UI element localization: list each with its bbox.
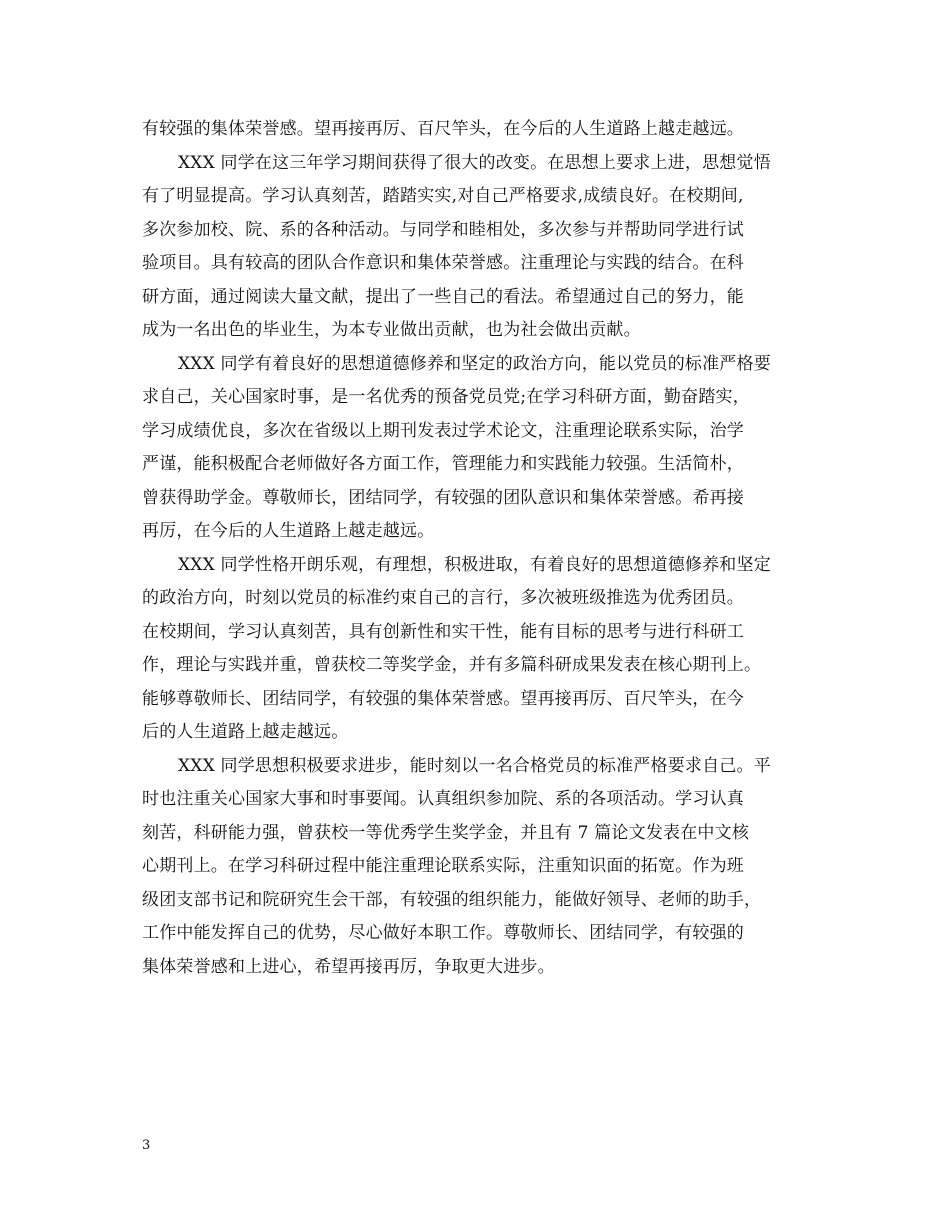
- text-line: 成为一名出色的毕业生，为本专业做出贡献，也为社会做出贡献。: [142, 320, 641, 340]
- paragraph-2: [142, 147, 822, 348]
- text-line: 有较强的集体荣誉感。望再接再厉、百尺竿头，在今后的人生道路上越走越远。: [142, 119, 744, 139]
- text-line: 工作中能发挥自己的优势，尽心做好本职工作。尊敬师长、团结同学，有较强的: [142, 923, 744, 943]
- text-line: 再厉，在今后的人生道路上越走越远。: [142, 521, 435, 541]
- text-line: 在校期间，学习认真刻苦，具有创新性和实干性，能有目标的思考与进行科研工: [142, 621, 744, 642]
- paragraph-1: [142, 113, 822, 147]
- text-line: 级团支部书记和院研究生会干部，有较强的组织能力，能做好领导、老师的助手，: [142, 889, 762, 910]
- text-line: 学习成绩优良，多次在省级以上期刊发表过学术论文，注重理论联系实际，治学: [142, 420, 744, 441]
- text-line: 时也注重关心国家大事和时事要闻。认真组织参加院、系的各项活动。学习认真: [142, 789, 744, 809]
- text-line: 研方面，通过阅读大量文献，提出了一些自己的看法。希望通过自己的努力，能: [142, 286, 744, 307]
- text-line: 集体荣誉感和上进心，希望再接再厉，争取更大进步。: [142, 956, 555, 977]
- paragraph-3: [142, 348, 822, 549]
- document-body: [142, 113, 822, 984]
- text-line: XXX 同学在这三年学习期间获得了很大的改变。在思想上要求上进，思想觉悟: [178, 152, 771, 173]
- text-line: 刻苦，科研能力强，曾获校一等优秀学生奖学金，并且有 7 篇论文发表在中文核: [142, 822, 750, 843]
- text-line: 作，理论与实践并重，曾获校二等奖学金，并有多篇科研成果发表在核心期刊上。: [142, 655, 762, 675]
- text-line: 多次参加校、院、系的各种活动。与同学和睦相处，多次参与并帮助同学进行试: [142, 219, 744, 240]
- text-line: 求自己，关心国家时事，是一名优秀的预备党员党;在学习科研方面，勤奋踏实，: [142, 387, 750, 407]
- page-number: 3: [142, 1138, 151, 1153]
- paragraph-5: [142, 750, 822, 985]
- text-line: XXX 同学性格开朗乐观，有理想，积极进取，有着良好的思想道德修养和坚定: [178, 554, 771, 575]
- text-line: 验项目。具有较高的团队合作意识和集体荣誉感。注重理论与实践的结合。在科: [142, 253, 744, 273]
- text-line: 的政治方向，时刻以党员的标准约束自己的言行，多次被班级推选为优秀团员。: [142, 588, 744, 608]
- paragraph-4: [142, 549, 822, 750]
- text-line: 后的人生道路上越走越远。: [142, 722, 349, 742]
- text-line: 有了明显提高。学习认真刻苦，踏踏实实,对自己严格要求,成绩良好。在校期间,: [142, 186, 744, 206]
- text-line: 能够尊敬师长、团结同学，有较强的集体荣誉感。望再接再厉、百尺竿头，在今: [142, 688, 744, 709]
- text-line: XXX 同学有着良好的思想道德修养和坚定的政治方向，能以党员的标准严格要: [178, 353, 771, 374]
- text-line: 曾获得助学金。尊敬师长，团结同学，有较强的团队意识和集体荣誉感。希再接: [142, 487, 744, 508]
- text-line: 严谨，能积极配合老师做好各方面工作，管理能力和实践能力较强。生活简朴，: [142, 454, 744, 474]
- text-line: 心期刊上。在学习科研过程中能注重理论联系实际，注重知识面的拓宽。作为班: [142, 856, 744, 876]
- text-line: XXX 同学思想积极要求进步，能时刻以一名合格党员的标准严格要求自己。平: [178, 755, 771, 776]
